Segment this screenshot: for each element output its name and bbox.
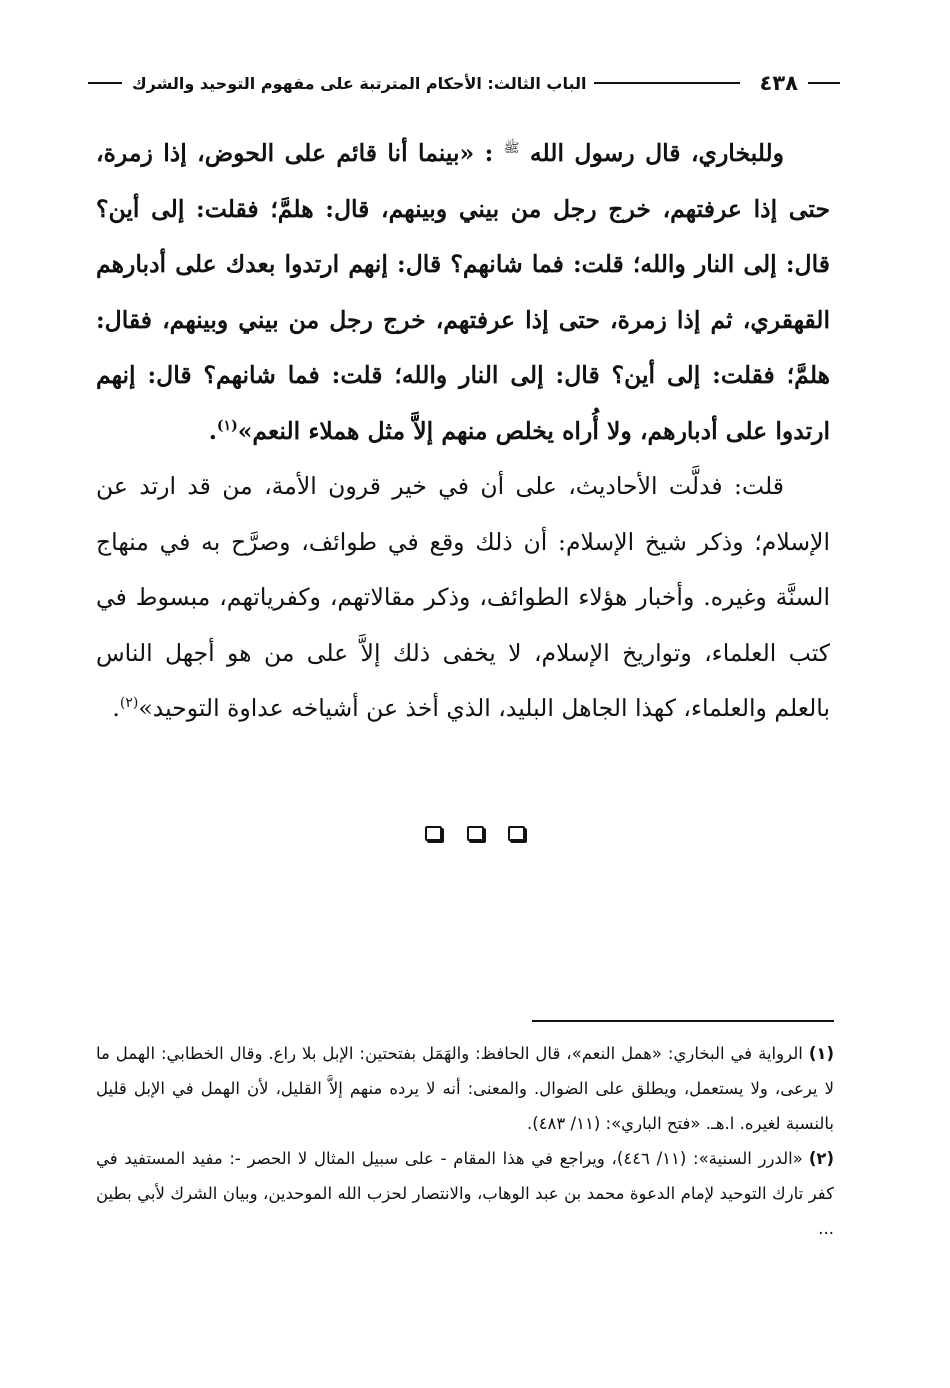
paragraph-hadith-lead: وللبخاري، قال رسول الله	[529, 139, 785, 167]
footnote-text: الرواية في البخاري: «همل النعم»، قال الحافظ: والهَمَل بفتحتين: الإبل بلا راع. وقال الخطابي: الهمل ما لا يرعى، ولا يستعمل، ويطلق على الضوال. والمعنى: أنه لا يرده منهم إلاَّ القليل، لأن الهمل في الإبل قليل بالنسبة لغيره. ا.هـ. «فتح الباري»: (١١/ ٤٨٣).	[96, 1044, 834, 1133]
chapter-title: الباب الثالث: الأحكام المترتبة على مفهوم التوحيد والشرك	[132, 73, 587, 93]
footnote-number: (٢)	[808, 1149, 834, 1168]
footnote-2	[96, 1141, 834, 1246]
honorific-symbol: ﷺ	[503, 141, 520, 157]
footnote-number: (١)	[808, 1044, 834, 1063]
ornament-box-icon	[508, 826, 525, 841]
paragraph-commentary	[96, 459, 830, 737]
page-number: ٤٣٨	[759, 71, 798, 95]
paragraph-hadith	[96, 126, 830, 459]
paragraph-commentary-text: قلت: فدلَّت الأحاديث، على أن في خير قرون الأمة، من قد ارتد عن الإسلام؛ وذكر شيخ الإسلام: أن ذلك وقع في طوائف، وصرَّح به في منهاج السنَّة وغيره. وأخبار هؤلاء الطوائف، وذكر مقالاتهم، وكفرياتهم، مبسوط في كتب العلماء، وتواريخ الإسلام، لا يخفى ذلك إلاَّ على من هو أجهل الناس بالعلم والعلماء، كهذا الجاهل البليد، الذي أخذ عن أشياخه عداوة التوحيد»	[96, 472, 830, 722]
footnote-ref-1[interactable]: (١)	[216, 417, 238, 434]
paragraph-hadith-end: .	[208, 416, 217, 445]
header-tail-dash	[88, 82, 122, 84]
section-divider-ornament	[425, 826, 525, 841]
ornament-box-icon	[425, 826, 442, 841]
footnote-ref-2[interactable]: (٢)	[119, 695, 139, 712]
footnotes	[96, 1036, 834, 1246]
paragraph-hadith-text: : «بينما أنا قائم على الحوض، إذا زمرة، حتى إذا عرفتهم، خرج رجل من بيني وبينهم، قال: هلمَّ؛ فقلت: إلى أين؟ قال: إلى النار والله؛ قلت: فما شانهم؟ قال: إنهم ارتدوا بعدك على أدبارهم القهقري، ثم إذا زمرة، حتى إذا عرفتهم، خرج رجل من بيني وبينهم، فقال: هلمَّ؛ فقلت: إلى أين؟ قال: إلى النار والله؛ قلت: فما شانهم؟ قال: إنهم ارتدوا على أدبارهم، ولا أُراه يخلص منهم إلاَّ مثل هملاء النعم»	[96, 139, 830, 445]
ornament-box-icon	[467, 826, 484, 841]
page-header	[88, 66, 840, 100]
paragraph-commentary-end: .	[112, 694, 120, 722]
header-rule	[594, 82, 739, 84]
footnote-text: «الدرر السنية»: (١١/ ٤٤٦)، ويراجع في هذا المقام - على سبيل المثال لا الحصر -: مفيد المستفيد في كفر تارك التوحيد لإمام الدعوة محمد بن عبد الوهاب، والانتصار لحزب الله الموحدين، وبيان الشرك لأبي بطين ...	[96, 1149, 834, 1238]
footnote-1	[96, 1036, 834, 1141]
footnote-separator	[532, 1020, 834, 1022]
header-dash	[808, 82, 840, 84]
main-text	[96, 126, 830, 737]
